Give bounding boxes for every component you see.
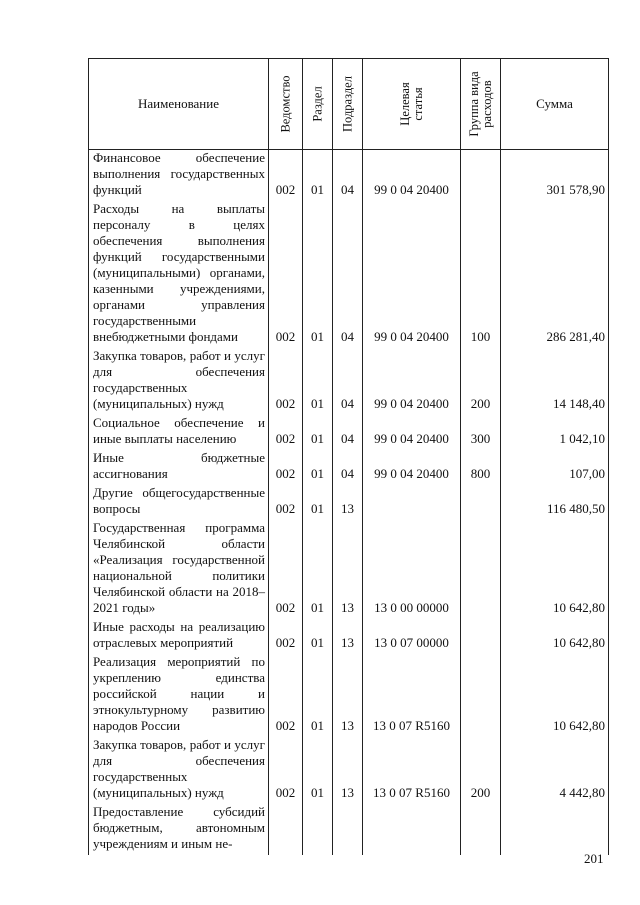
row-target-item: 99 0 04 20400 (363, 450, 461, 485)
row-sum: 10 642,80 (501, 520, 609, 619)
row-name: Иные бюджетные ассигнования (89, 450, 269, 485)
table-row (89, 619, 609, 654)
row-subsection: 13 (333, 654, 363, 737)
row-target-item (363, 485, 461, 520)
table-row (89, 654, 609, 737)
row-subsection: 13 (333, 619, 363, 654)
row-section: 01 (303, 520, 333, 619)
row-name: Государственная программа Челябинской области «Реализация государственной национальной политики Челябинской области на 2018–2021 годы» (89, 520, 269, 619)
row-section: 01 (303, 619, 333, 654)
row-name: Предоставление субсидий бюджетным, автономным учреждениям и иным не- (89, 804, 269, 855)
row-sum: 10 642,80 (501, 654, 609, 737)
row-target-item: 99 0 04 20400 (363, 201, 461, 348)
table-header-row (89, 59, 609, 150)
table-row (89, 150, 609, 202)
table-row (89, 415, 609, 450)
row-sum: 1 042,10 (501, 415, 609, 450)
row-department: 002 (269, 485, 303, 520)
page-number: 201 (584, 851, 604, 866)
row-section: 01 (303, 485, 333, 520)
row-name: Закупка товаров, работ и услуг для обеспечения государственных (муниципальных) нужд (89, 737, 269, 804)
row-subsection: 04 (333, 201, 363, 348)
row-subsection: 04 (333, 450, 363, 485)
row-expense-group: 200 (461, 737, 501, 804)
header-section: Раздел (303, 59, 333, 150)
table-row (89, 348, 609, 415)
row-department: 002 (269, 450, 303, 485)
row-subsection: 13 (333, 520, 363, 619)
table-row (89, 737, 609, 804)
row-expense-group: 300 (461, 415, 501, 450)
row-department: 002 (269, 654, 303, 737)
header-subsection: Подраздел (333, 59, 363, 150)
table-row (89, 520, 609, 619)
row-target-item: 99 0 04 20400 (363, 415, 461, 450)
row-target-item: 99 0 04 20400 (363, 150, 461, 202)
row-sum: 107,00 (501, 450, 609, 485)
row-expense-group (461, 520, 501, 619)
row-expense-group (461, 619, 501, 654)
row-subsection: 13 (333, 485, 363, 520)
row-department: 002 (269, 520, 303, 619)
row-target-item: 13 0 07 00000 (363, 619, 461, 654)
row-subsection: 04 (333, 150, 363, 202)
row-department: 002 (269, 737, 303, 804)
row-section: 01 (303, 654, 333, 737)
row-department (269, 804, 303, 855)
row-name: Социальное обеспечение и иные выплаты населению (89, 415, 269, 450)
row-subsection (333, 804, 363, 855)
row-expense-group: 100 (461, 201, 501, 348)
row-expense-group (461, 654, 501, 737)
row-name: Финансовое обеспечение выполнения государственных функций (89, 150, 269, 202)
row-expense-group (461, 485, 501, 520)
row-sum: 10 642,80 (501, 619, 609, 654)
row-section: 01 (303, 450, 333, 485)
row-sum: 301 578,90 (501, 150, 609, 202)
row-subsection: 04 (333, 348, 363, 415)
row-expense-group: 800 (461, 450, 501, 485)
row-department: 002 (269, 150, 303, 202)
row-name: Реализация мероприятий по укреплению единства российской нации и этнокультурному развитию народов России (89, 654, 269, 737)
row-sum: 4 442,80 (501, 737, 609, 804)
row-section (303, 804, 333, 855)
budget-table (88, 58, 609, 855)
row-target-item: 13 0 07 R5160 (363, 654, 461, 737)
row-section: 01 (303, 150, 333, 202)
row-target-item: 13 0 00 00000 (363, 520, 461, 619)
row-target-item: 99 0 04 20400 (363, 348, 461, 415)
row-sum: 116 480,50 (501, 485, 609, 520)
row-name: Другие общегосударственные вопросы (89, 485, 269, 520)
row-subsection: 13 (333, 737, 363, 804)
header-name: Наименование (89, 59, 269, 150)
header-target-item: Целевая статья (363, 59, 461, 150)
table-row (89, 201, 609, 348)
row-section: 01 (303, 415, 333, 450)
row-name: Закупка товаров, работ и услуг для обеспечения государственных (муниципальных) нужд (89, 348, 269, 415)
row-sum: 286 281,40 (501, 201, 609, 348)
row-department: 002 (269, 619, 303, 654)
row-target-item: 13 0 07 R5160 (363, 737, 461, 804)
row-expense-group: 200 (461, 348, 501, 415)
row-target-item (363, 804, 461, 855)
row-expense-group (461, 150, 501, 202)
row-section: 01 (303, 737, 333, 804)
row-section: 01 (303, 201, 333, 348)
row-expense-group (461, 804, 501, 855)
table-row (89, 804, 609, 855)
row-subsection: 04 (333, 415, 363, 450)
row-department: 002 (269, 348, 303, 415)
row-department: 002 (269, 415, 303, 450)
table-row (89, 485, 609, 520)
table-body (89, 150, 609, 856)
row-sum (501, 804, 609, 855)
header-department: Ведомство (269, 59, 303, 150)
row-department: 002 (269, 201, 303, 348)
row-name: Расходы на выплаты персоналу в целях обеспечения выполнения функций государственными (муниципальными) органами, казенными учреждениями, органами управления государственными внебюджетными фондами (89, 201, 269, 348)
row-section: 01 (303, 348, 333, 415)
row-name: Иные расходы на реализацию отраслевых мероприятий (89, 619, 269, 654)
table-row (89, 450, 609, 485)
row-sum: 14 148,40 (501, 348, 609, 415)
header-expense-group: Группа вида расходов (461, 59, 501, 150)
header-sum: Сумма (501, 59, 609, 150)
